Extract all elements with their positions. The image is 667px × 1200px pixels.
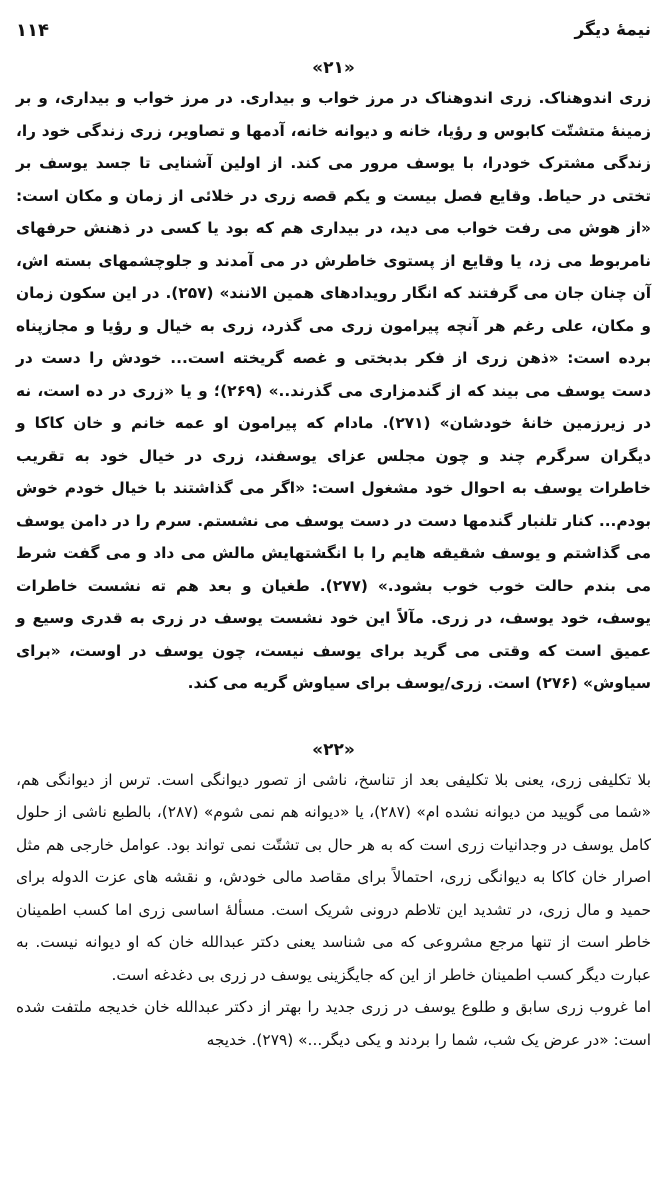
paragraph: اما غروب زری سابق و طلوع یوسف در زری جدید را بهتر از دکتر عبدالله خان خدیجه ملتفت شده است: «در عرض یک شب، شما را بردند و یکی دیگر...» (۲۷۹). خدیجه (16, 998, 651, 1049)
section-heading: «۲۲» (312, 739, 355, 760)
section-heading: «۲۱» (312, 58, 355, 78)
page-number: ۱۱۴ (16, 19, 49, 41)
paragraph: زری اندوهناک. زری اندوهناک در مرز خواب و بیداری. در مرز خواب و بیداری، و بر زمینهٔ متشتّت کابوس و رؤیا، خانه و دیوانه خانه، آدمها و تصاویر، زری زندگی خود را، زندگی مشترک خودرا، با یوسف مرور می کند. از اولین آشنایی تا جسد یوسف بر تختی در حیاط. وقایع فصل بیست و یکم قصه زری در خلائی از زمان و مکان است: «از هوش می رفت خواب می دید، در بیداری هم که بود یا کسی در ذهنش حرفهای نامربوط می زد، یا وقایع از پستوی خاطرش در می آمدند و جلوچشمهای بسته اش، آن چنان جان می گرفتند که انگار رویدادهای همین الانند» (۲۵۷). در این سکون زمان و مکان، علی رغم هر آنچه پیرامون زری می گذرد، زری به خیال و رؤیا و مجازپناه برده است: «ذهن زری از فکر بدبختی و غصه گریخته است... خودش را دست در دست یوسف می بیند که از گندمزاری می گذرند..» (۲۶۹)؛ و یا «زری در ده است، نه در زیرزمین خانهٔ خودشان» (۲۷۱). مادام که پیرامون او عمه خانم و خان کاکا و دیگران سرگرم چند و چون مجلس عزای یوسفند، زری در خیال خود به تقریب خاطرات یوسف به احوال خود مشغول است: «اگر می گذاشتند با خیال خودم خوش بودم... کنار تلنبار گندمها دست در دست یوسف می نشستم. سرم را در دامن یوسف می گذاشتم و یوسف شقیقه هایم را با انگشتهایش مالش می داد و می گفت شرط می بندم حالت خوب خوب بشود.» (۲۷۷). طغیان و بعد هم ته نشست خاطرات یوسف، خود یوسف، در زری. مآلاً این خود نشست یوسف در زری به قدری وسیع و عمیق است که وقتی می گرید برای یوسف نیست، چون یوسف در اوست، «برای سیاوش» (۲۷۶) است. زری/یوسف برای سیاوش گریه می کند. (16, 89, 651, 692)
section-21 (16, 58, 651, 700)
section-22 (16, 740, 651, 1057)
paragraph: بلا تکلیفی زری، یعنی بلا تکلیفی بعد از تناسخ، ناشی از تصور دیوانگی است. ترس از دیوانگی هم، «شما می گویید من دیوانه نشده ام» (۲۸۷)، یا «دیوانه هم نمی شوم» (۲۸۷)، بالطبع ناشی از حلول کامل یوسف در وجدانیات زری است که به هر حال بی تشتّت نمی تواند بود. عوامل خارجی هم مثل اصرار خان کاکا به دیوانگی زری، احتمالاً برای مقاصد مالی خودش، و نقشه های عزت الدوله برای حمید و مال زری، در تشدید این تلاطم درونی شریک است. مسألهٔ اساسی زری اما کسب اطمینان خاطر است از تنها مرجع مشروعی که می شناسد یعنی دکتر عبدالله خان که او دیوانه نیست. به عبارت دیگر کسب اطمینان خاطر از این که جایگزینی یوسف در زری بی دغدغه است. (16, 770, 652, 984)
running-title: نیمهٔ دیگر (574, 20, 651, 40)
page-header (16, 14, 651, 46)
